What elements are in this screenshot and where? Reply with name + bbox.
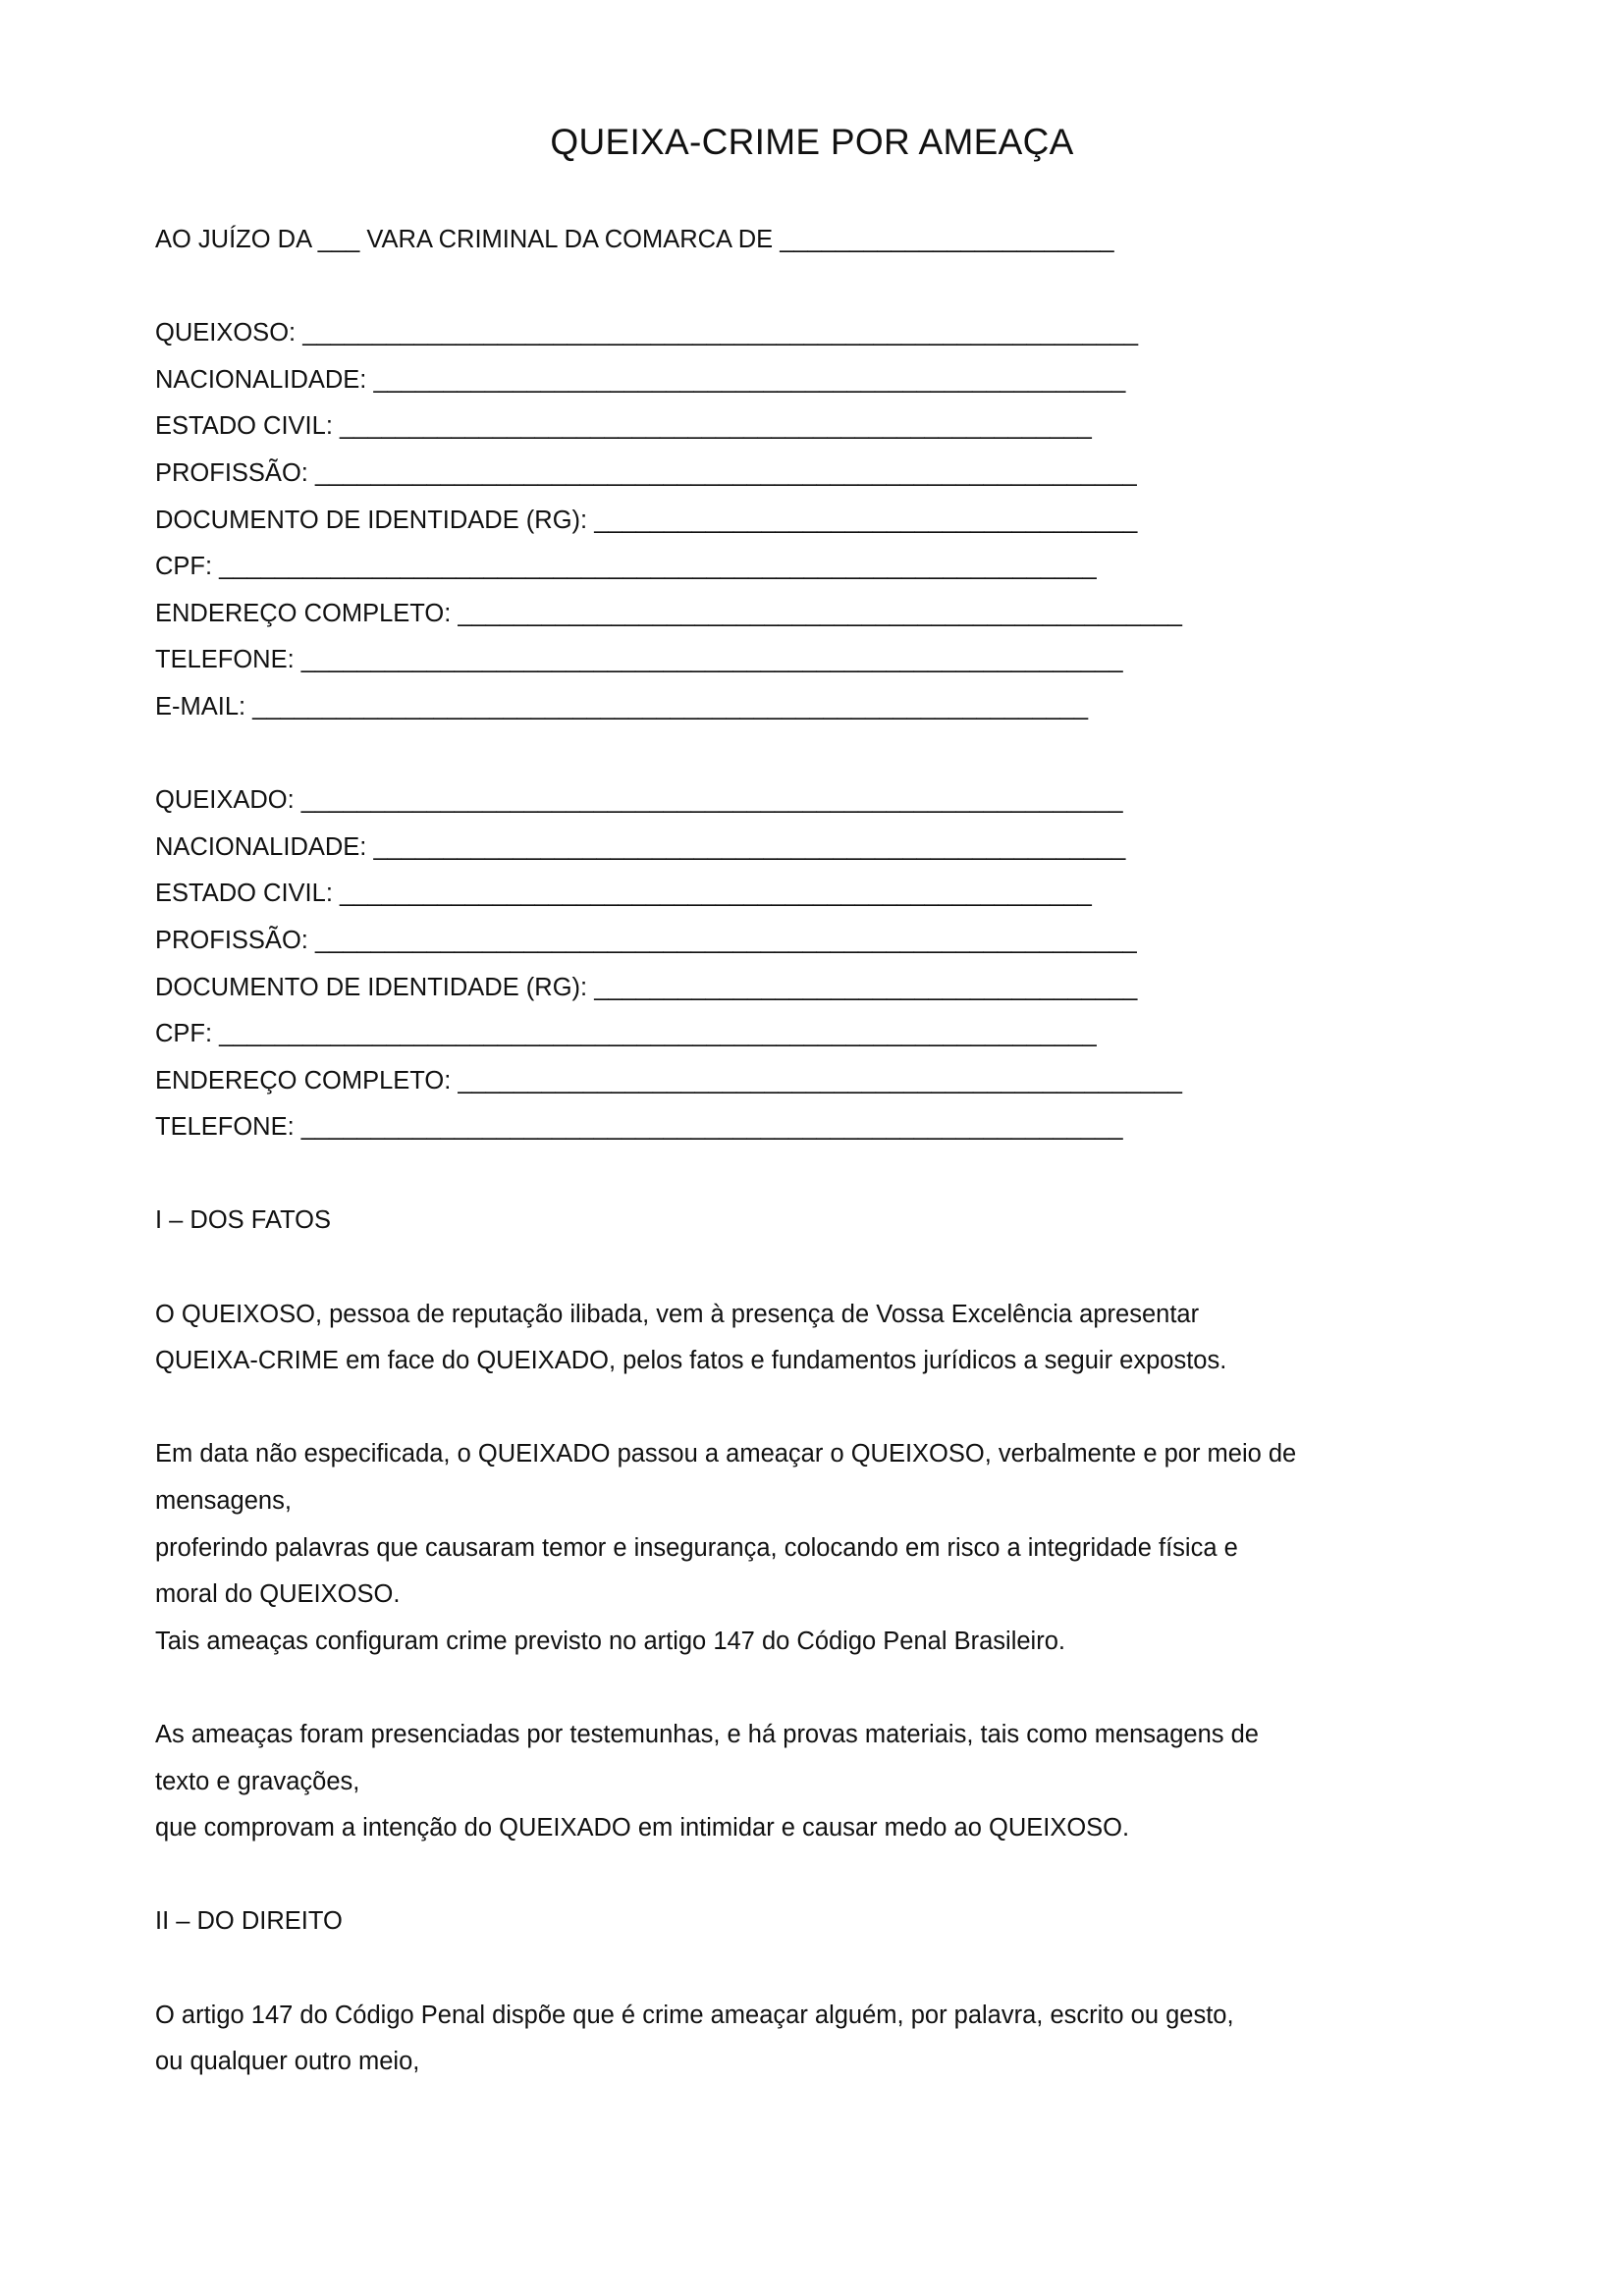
defendant-id-document-field: DOCUMENTO DE IDENTIDADE (RG): _______________________________________ (155, 973, 1138, 1001)
paragraph-line: As ameaças foram presenciadas por testemunhas, e há provas materiais, tais como mensagens de (155, 1721, 1259, 1748)
complainant-name-field: QUEIXOSO: ____________________________________________________________ (155, 319, 1139, 347)
paragraph-line: O QUEIXOSO, pessoa de reputação ilibada, vem à presença de Vossa Excelência apresentar (155, 1300, 1200, 1328)
paragraph-line: O artigo 147 do Código Penal dispõe que é crime ameaçar alguém, por palavra, escrito ou gesto, (155, 2001, 1234, 2029)
spacer (155, 1852, 1432, 1899)
paragraph-line: proferindo palavras que causaram temor e insegurança, colocando em risco a integridade física e (155, 1533, 1238, 1562)
defendant-name-field: QUEIXADO: ___________________________________________________________ (155, 786, 1123, 815)
paragraph-line: texto e gravações, (155, 1767, 360, 1795)
spacer (155, 1665, 1432, 1712)
paragraph-line: ou qualquer outro meio, (155, 2048, 420, 2076)
document-body (155, 217, 1432, 2086)
complainant-phone-field: TELEFONE: ___________________________________________________________ (155, 646, 1123, 674)
section-facts (155, 1198, 1432, 1851)
spacer (155, 731, 1432, 778)
paragraph-line: moral do QUEIXOSO. (155, 1580, 401, 1609)
spacer (155, 264, 1432, 311)
complainant-cpf-field: CPF: _______________________________________________________________ (155, 553, 1097, 581)
defendant-block (155, 777, 1432, 1151)
defendant-address-field: ENDEREÇO COMPLETO: ____________________________________________________ (155, 1066, 1182, 1095)
section-heading: I – DOS FATOS (155, 1206, 332, 1235)
court-line: AO JUÍZO DA ___ VARA CRIMINAL DA COMARCA DE ________________________ (155, 226, 1114, 253)
paragraph-line: Tais ameaças configuram crime previsto no artigo 147 do Código Penal Brasileiro. (155, 1627, 1065, 1655)
section-law (155, 1898, 1432, 2085)
paragraph-line: que comprovam a intenção do QUEIXADO em intimidar e causar medo ao QUEIXOSO. (155, 1814, 1130, 1842)
complainant-address-field: ENDEREÇO COMPLETO: ____________________________________________________ (155, 599, 1182, 627)
spacer (155, 1245, 1432, 1292)
complainant-id-document-field: DOCUMENTO DE IDENTIDADE (RG): _______________________________________ (155, 506, 1138, 534)
paragraph-line: mensagens, (155, 1487, 292, 1516)
paragraph-line: Em data não especificada, o QUEIXADO passou a ameaçar o QUEIXOSO, verbalmente e por meio de (155, 1440, 1297, 1468)
complainant-marital-status-field: ESTADO CIVIL: ______________________________________________________ (155, 412, 1092, 441)
complainant-block (155, 310, 1432, 730)
complainant-profession-field: PROFISSÃO: ___________________________________________________________ (155, 458, 1137, 487)
section-heading: II – DO DIREITO (155, 1907, 343, 1936)
paragraph-line: QUEIXA-CRIME em face do QUEIXADO, pelos fatos e fundamentos jurídicos a seguir expostos. (155, 1347, 1227, 1375)
defendant-marital-status-field: ESTADO CIVIL: ______________________________________________________ (155, 880, 1092, 908)
defendant-nationality-field: NACIONALIDADE: ______________________________________________________ (155, 832, 1126, 861)
document-title: QUEIXA-CRIME POR AMEAÇA (550, 122, 1074, 162)
spacer (155, 1946, 1432, 1993)
spacer (155, 1385, 1432, 1432)
defendant-phone-field: TELEFONE: ___________________________________________________________ (155, 1113, 1123, 1142)
defendant-cpf-field: CPF: _______________________________________________________________ (155, 1020, 1097, 1048)
complainant-nationality-field: NACIONALIDADE: ______________________________________________________ (155, 365, 1126, 394)
spacer (155, 1151, 1432, 1199)
defendant-profession-field: PROFISSÃO: ___________________________________________________________ (155, 926, 1137, 954)
complainant-email-field: E-MAIL: ____________________________________________________________ (155, 692, 1089, 721)
